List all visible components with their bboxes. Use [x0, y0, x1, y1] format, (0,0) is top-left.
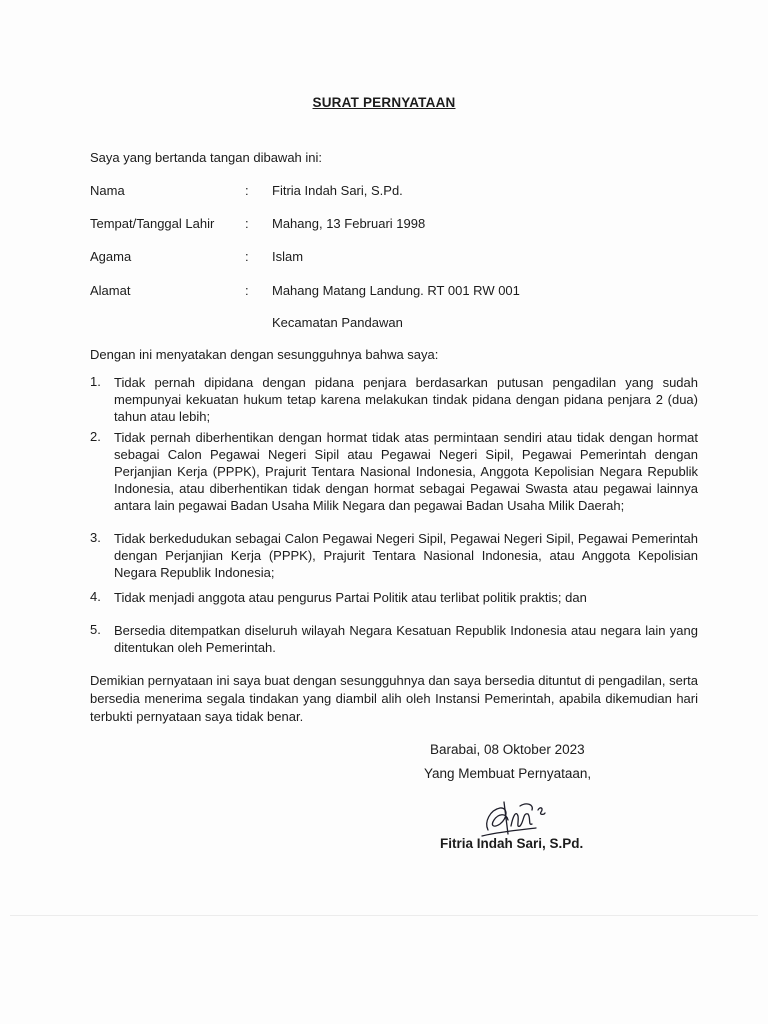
field-value-nama: Fitria Indah Sari, S.Pd. [272, 183, 403, 198]
field-label-nama: Nama [90, 183, 125, 198]
list-item-text: Tidak menjadi anggota atau pengurus Partai Politik atau terlibat politik praktis; dan [114, 590, 587, 605]
scan-edge-divider [10, 915, 758, 916]
field-colon: : [245, 183, 249, 198]
field-value-alamat: Mahang Matang Landung. RT 001 RW 001 [272, 283, 520, 298]
signer-name: Fitria Indah Sari, S.Pd. [440, 836, 584, 851]
declaration-intro: Dengan ini menyatakan dengan sesungguhnya bahwa saya: [90, 347, 439, 362]
intro-text: Saya yang bertanda tangan dibawah ini: [90, 150, 323, 165]
field-value-ttl: Mahang, 13 Februari 1998 [272, 216, 426, 231]
list-number: 2. [90, 429, 101, 444]
field-colon: : [245, 216, 249, 231]
field-label-ttl: Tempat/Tanggal Lahir [90, 216, 215, 231]
signature-icon [478, 796, 558, 840]
list-item-text: Tidak pernah dipidana dengan pidana penjara berdasarkan putusan pengadilan yang sudah mempunyai kekuatan hukum tetap karena melakukan tindak pidana dengan pidana penjara 2 (dua) tahun atau lebih; [114, 375, 698, 424]
field-label-alamat: Alamat [90, 283, 131, 298]
field-colon: : [245, 283, 249, 298]
document-title: SURAT PERNYATAAN [312, 95, 456, 110]
field-value-alamat-line2: Kecamatan Pandawan [272, 315, 403, 330]
list-number: 4. [90, 589, 101, 604]
list-item-text: Bersedia ditempatkan diseluruh wilayah Negara Kesatuan Republik Indonesia atau negara lain yang ditentukan oleh Pemerintah. [114, 623, 698, 655]
field-label-agama: Agama [90, 249, 132, 264]
maker-label: Yang Membuat Pernyataan, [424, 766, 592, 781]
place-date: Barabai, 08 Oktober 2023 [430, 742, 585, 757]
list-number: 3. [90, 530, 101, 545]
list-number: 1. [90, 374, 101, 389]
field-value-agama: Islam [272, 249, 304, 264]
closing-paragraph: Demikian pernyataan ini saya buat dengan sesungguhnya dan saya bersedia dituntut di pengadilan, serta bersedia menerima segala tindakan yang diambil alih oleh Instansi Pemerintah, apabila dikemudian hari terbukti pernyataan saya tidak benar. [90, 673, 698, 724]
list-item-text: Tidak pernah diberhentikan dengan hormat tidak atas permintaan sendiri atau tidak dengan hormat sebagai Calon Pegawai Negeri Sipil atau Pegawai Negeri Sipil, Pegawai Pemerintah dengan Perjanjian Kerja (PPPK), Prajurit Tentara Nasional Indonesia, Anggota Kepolisian Negara Republik Indonesia, atau diberhentikan tidak dengan hormat sebagai Pegawai Swasta atau pegawai lainnya antara lain pegawai Badan Usaha Milik Negara dan pegawai Badan Usaha Milik Daerah; [114, 430, 698, 513]
list-number: 5. [90, 622, 101, 637]
list-item-text: Tidak berkedudukan sebagai Calon Pegawai Negeri Sipil, Pegawai Negeri Sipil, Pegawai Pemerintah dengan Perjanjian Kerja (PPPK), Prajurit Tentara Nasional Indonesia, atau Anggota Kepolisian Negara Republik Indonesia; [114, 531, 698, 580]
field-colon: : [245, 249, 249, 264]
